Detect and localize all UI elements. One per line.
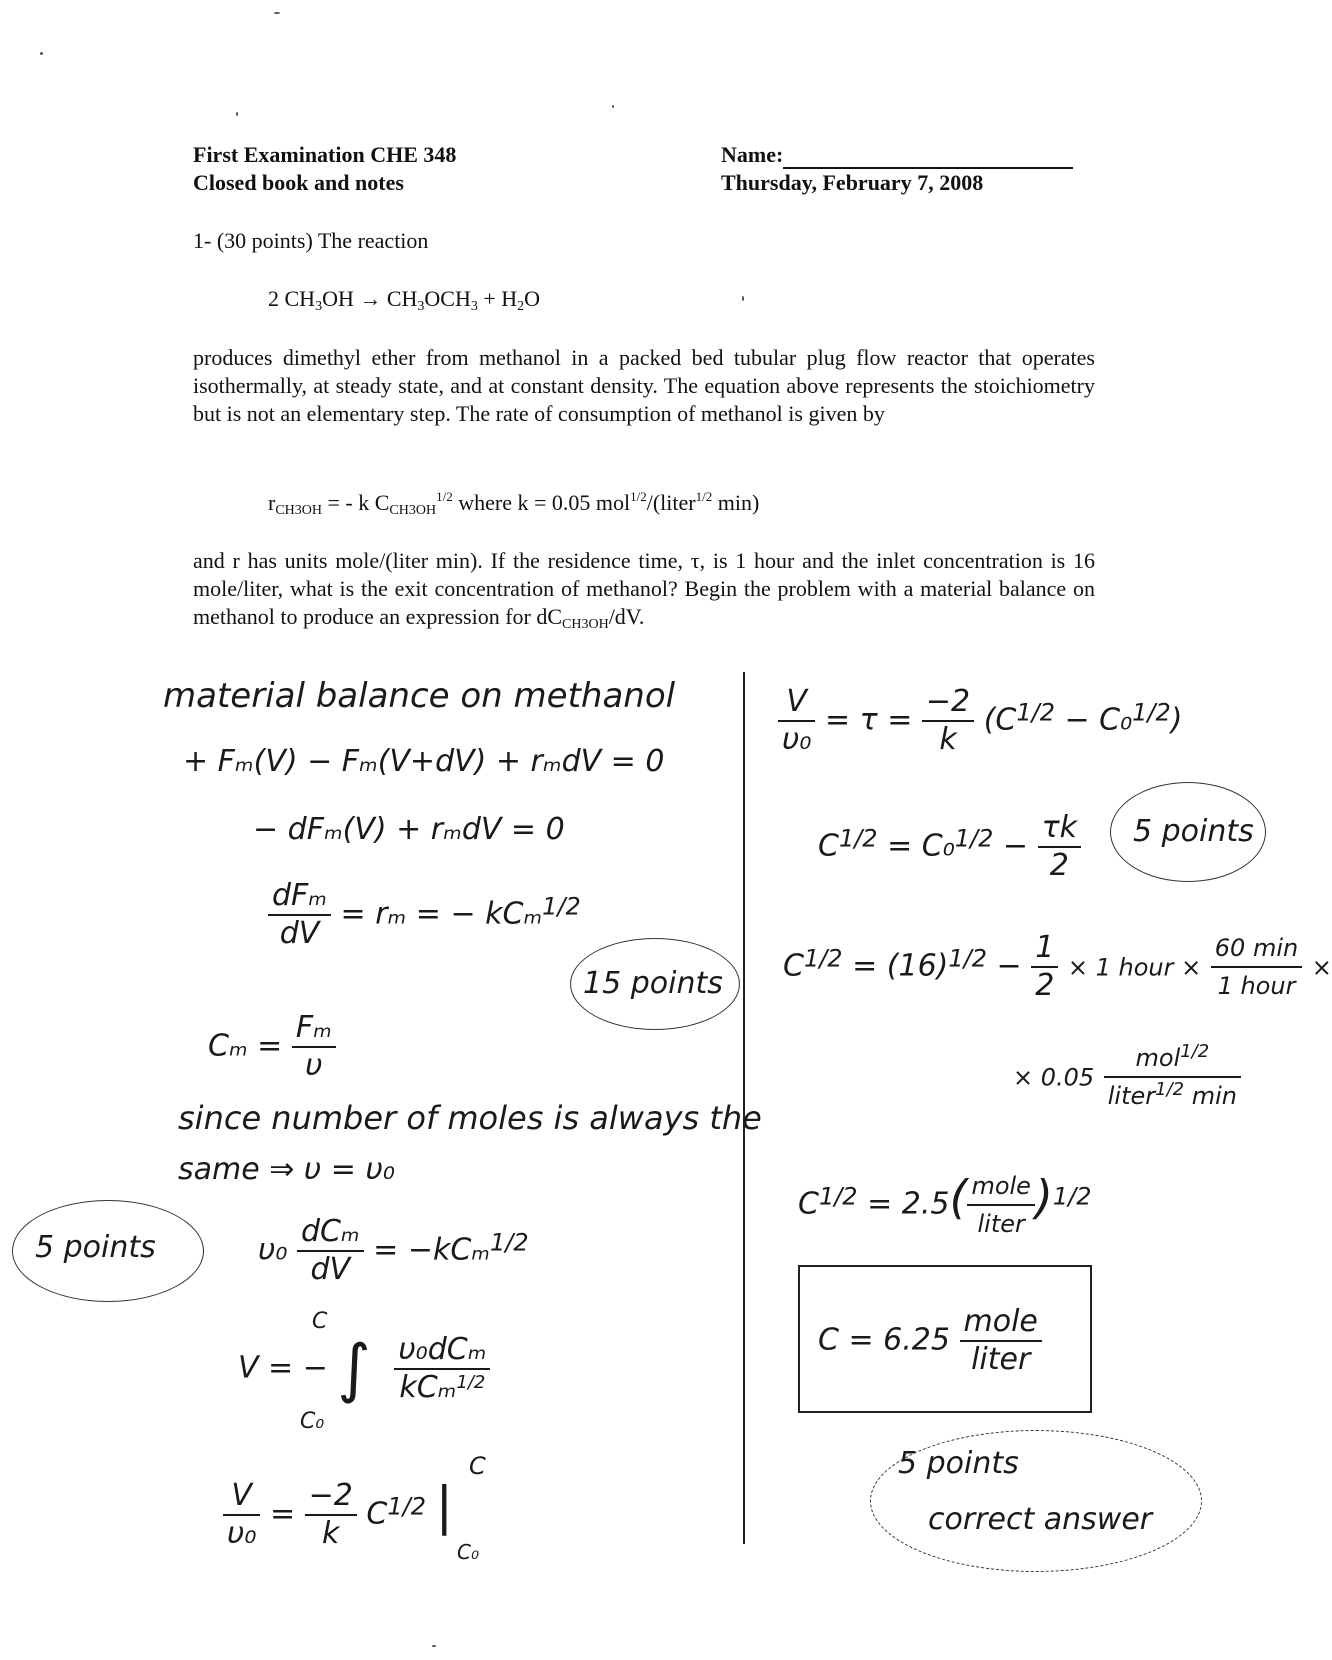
hw-substitution-k: × 0.05 $\frac{mol^{1/2}}{liter^{1/2} \min}$: [1013, 1040, 1241, 1114]
exam-subtitle: Closed book and notes: [193, 170, 404, 195]
name-field: [721, 141, 1073, 169]
hw-points-5-answer-2: correct answer: [928, 1502, 1153, 1537]
exam-title: First Examination CHE 348: [193, 142, 457, 167]
exam-date: Thursday, February 7, 2008: [721, 170, 984, 195]
hw-balance-line-1: + Fₘ(V) − Fₘ(V+dV) + rₘdV = 0: [183, 744, 665, 779]
hw-solve-c: $C^{1/2} = C_0^{1/2}$ − $\frac{\tau k}{2}$: [818, 810, 1081, 884]
hw-balance-line-2: − dFₘ(V) + rₘdV = 0: [253, 812, 565, 847]
hw-sqrt-result: $C^{1/2} = 2.5$( $\frac{\text{mole}}{\text{liter}}$ )$^{1/2}$: [798, 1168, 1092, 1242]
hw-since-line-1: since number of moles is always the: [178, 1099, 762, 1137]
hw-heading: material balance on methanol: [163, 676, 676, 716]
hw-final-answer: C = 6.25 $\frac{\text{mole}}{\text{liter}}$: [818, 1304, 1042, 1378]
scan-speck: [40, 52, 43, 55]
hw-points-5-answer-1: 5 points: [898, 1446, 1019, 1481]
question-number: 1- (30 points) The reaction: [193, 228, 429, 253]
hw-concentration-def: Cₘ = $\frac{\text{Fₘ}}{\upsilon}$: [208, 1010, 336, 1084]
rate-expression: $r_{CH3OH}$ = - k $C_{CH3OH}^{1/2}$ where k = 0.05 mol$^{1/2}$/(liter$^{1/2}$ min): [268, 489, 760, 518]
reaction-equation: 2 $CH_3OH \to CH_3OCH_3 + H_2O$: [268, 286, 541, 314]
question-paragraph-1: produces dimethyl ether from methanol in a packed bed tubular plug flow reactor that operates isothermally, at steady state, and at constant density. The equation above represents the stoichiometry but is not an elementary step. The rate of consumption of methanol is given by: [193, 345, 1095, 426]
hw-since-line-2: same ⇒ υ = υ₀: [178, 1152, 395, 1187]
integral-sign: ∫: [337, 1332, 371, 1406]
scan-speck: [236, 112, 238, 116]
scan-speck: [742, 296, 744, 301]
reaction-arrow: →: [359, 286, 382, 311]
hw-substitution: $C^{1/2} = (16)^{1/2}$ − $\frac{1}{2}$ × 1 hour × $\frac{60 \min}{\text{1 hour}}$ ×: [783, 930, 1332, 1003]
name-blank-line: [783, 145, 1073, 169]
hw-ode: υ₀ $\frac{\text{dCₘ}}{dV}$ = −kCₘ$^{1/2}$: [258, 1214, 529, 1287]
points-5-answer-circle: [870, 1430, 1202, 1572]
hw-points-5-left: 5 points: [35, 1230, 156, 1265]
hw-integral-result: $\frac{V}{\text{υ₀}}$ = $\frac{-2}{k}$ $C^{1/2}$ | C C₀: [223, 1478, 453, 1552]
hw-points-15: 15 points: [583, 966, 723, 1001]
scan-speck: [612, 105, 614, 108]
hw-residence-time-eq: $\frac{V}{\text{υ₀}}$ = τ = $\frac{-2}{k}$ $(C^{1/2} - C_0^{1/2})$: [778, 684, 1183, 758]
points-5-left-circle: [12, 1200, 204, 1302]
points-5-right-circle: [1110, 782, 1266, 882]
scan-speck: [432, 1645, 436, 1647]
hw-derivative-equation: $\frac{\text{dFₘ}}{dV}$ = rₘ = − kCₘ$^{1/2}$: [268, 878, 581, 952]
hw-points-5-right: 5 points: [1133, 814, 1254, 849]
name-label: Name:: [721, 142, 784, 167]
scan-speck: [274, 12, 280, 14]
points-15-circle: [570, 938, 740, 1030]
hw-integral: V = − ∫ C C₀ $\frac{\text{υ₀dCₘ}}{kC_m^{1/2}}$: [238, 1332, 490, 1406]
question-paragraph-2: and r has units mole/(liter min). If the residence time, τ, is 1 hour and the inlet concentration is 16 mole/liter, what is the exit concentration of methanol? Begin the problem with a material balance on methanol to produce an expression for $dC_{CH3OH}/dV$.: [193, 548, 1095, 632]
